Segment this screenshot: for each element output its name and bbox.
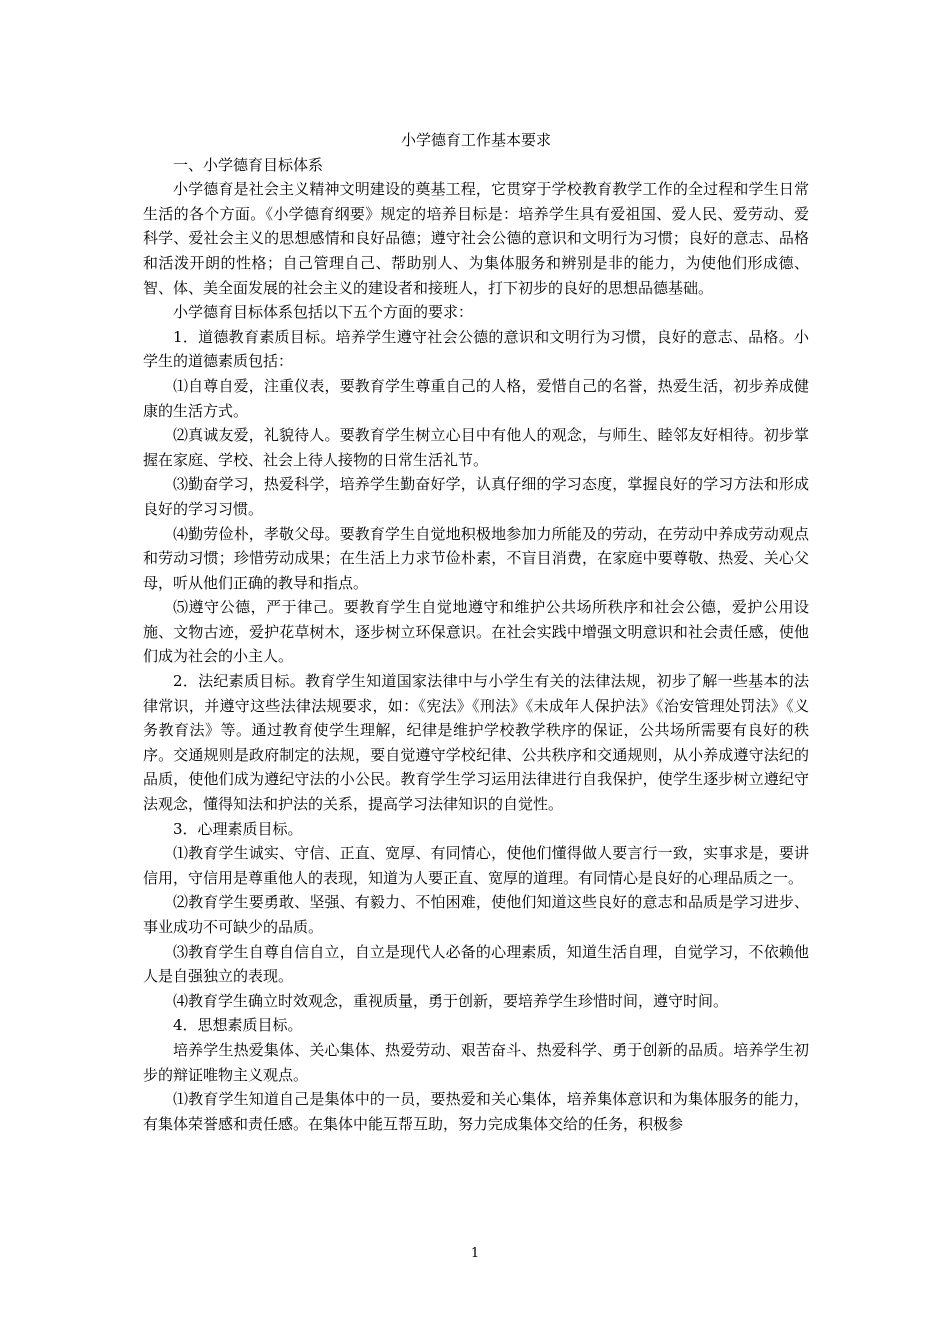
- paragraph: 1．道德教育素质目标。培养学生遵守社会公德的意识和文明行为习惯，良好的意志、品格。小学生的道德素质包括：: [143, 327, 809, 371]
- paragraph: ⑷教育学生确立时效观念，重视质量，勇于创新，要培养学生珍惜时间，遵守时间。: [173, 991, 729, 1010]
- paragraph: 培养学生热爱集体、关心集体、热爱劳动、艰苦奋斗、热爱科学、勇于创新的品质。培养学生初步的辩证唯物主义观点。: [143, 1040, 809, 1084]
- document-body: [143, 128, 809, 1136]
- section-heading: 一、小学德育目标体系: [173, 155, 324, 174]
- paragraph: ⑵教育学生要勇敢、坚强、有毅力、不怕困难，使他们知道这些良好的意志和品质是学习进步、事业成功不可缺少的品质。: [143, 893, 809, 936]
- paragraph: 3．心理素质目标。: [173, 819, 303, 838]
- paragraph: 2．法纪素质目标。教育学生知道国家法律中与小学生有关的法律法规，初步了解一些基本的法律常识，并遵守这些法律法规要求，如：《宪法》《刑法》《未成年人保护法》《治安管理处罚法》《义务教育法》等。通过教育使学生理解，纪律是维护学校教学秩序的保证，公共场所需要有良好的秩序。交通规则是政府制定的法规，要自觉遵守学校纪律、公共秩序和交通规则，从小养成遵守法纪的品质，使他们成为遵纪守法的小公民。教育学生学习运用法律进行自我保护，使学生逐步树立遵纪守法观念，懂得知法和护法的关系，提高学习法律知识的自觉性。: [143, 672, 809, 814]
- paragraph: 小学德育目标体系包括以下五个方面的要求：: [173, 303, 474, 322]
- paragraph: ⑴自尊自爱，注重仪表，要教育学生尊重自己的人格，爱惜自己的名誉，热爱生活，初步养成健康的生活方式。: [143, 376, 809, 420]
- page-number: 1: [470, 1246, 480, 1261]
- paragraph: ⑶勤奋学习，热爱科学，培养学生勤奋好学，认真仔细的学习态度，掌握良好的学习方法和形成良好的学习习惯。: [143, 475, 809, 518]
- paragraph: ⑸遵守公德，严于律己。要教育学生自觉地遵守和维护公共场所秩序和社会公德，爱护公用设施、文物古迹，爱护花草树木，逐步树立环保意识。在社会实践中增强文明意识和社会责任感，使他们成为社会的小主人。: [143, 598, 809, 666]
- paragraph: ⑷勤劳俭朴，孝敬父母。要教育学生自觉地积极地参加力所能及的劳动，在劳动中养成劳动观点和劳动习惯；珍惜劳动成果；在生活上力求节俭朴素，不盲目消费，在家庭中要尊敬、热爱、关心父母，听从他们正确的教导和指点。: [143, 524, 809, 592]
- paragraph: ⑴教育学生知道自己是集体中的一员，要热爱和关心集体，培养集体意识和为集体服务的能力，有集体荣誉感和责任感。在集体中能互帮互助，努力完成集体交给的任务，积极参: [143, 1090, 809, 1133]
- paragraph: 4．思想素质目标。: [173, 1016, 303, 1035]
- paragraph: ⑵真诚友爱，礼貌待人。要教育学生树立心目中有他人的观念，与师生、睦邻友好相待。初步掌握在家庭、学校、社会上待人接物的日常生活礼节。: [143, 426, 809, 469]
- paragraph: 小学德育是社会主义精神文明建设的奠基工程，它贯穿于学校教育教学工作的全过程和学生日常生活的各个方面。《小学德育纲要》规定的培养目标是：培养学生具有爱祖国、爱人民、爱劳动、爱科学、爱社会主义的思想感情和良好品德；遵守社会公德的意识和文明行为习惯；良好的意志、品格和活泼开朗的性格；自己管理自己、帮助别人、为集体服务和辨别是非的能力，为使他们形成德、智、体、美全面发展的社会主义的建设者和接班人，打下初步的良好的思想品德基础。: [143, 180, 809, 297]
- document-title: 小学德育工作基本要求: [400, 131, 551, 149]
- paragraph: ⑴教育学生诚实、守信、正直、宽厚、有同情心，使他们懂得做人要言行一致，实事求是，要讲信用，守信用是尊重他人的表现，知道为人要正直、宽厚的道理。有同情心是良好的心理品质之一。: [143, 844, 809, 887]
- paragraph: ⑶教育学生自尊自信自立，自立是现代人必备的心理素质，知道生活自理，自觉学习，不依赖他人是自强独立的表现。: [143, 942, 809, 986]
